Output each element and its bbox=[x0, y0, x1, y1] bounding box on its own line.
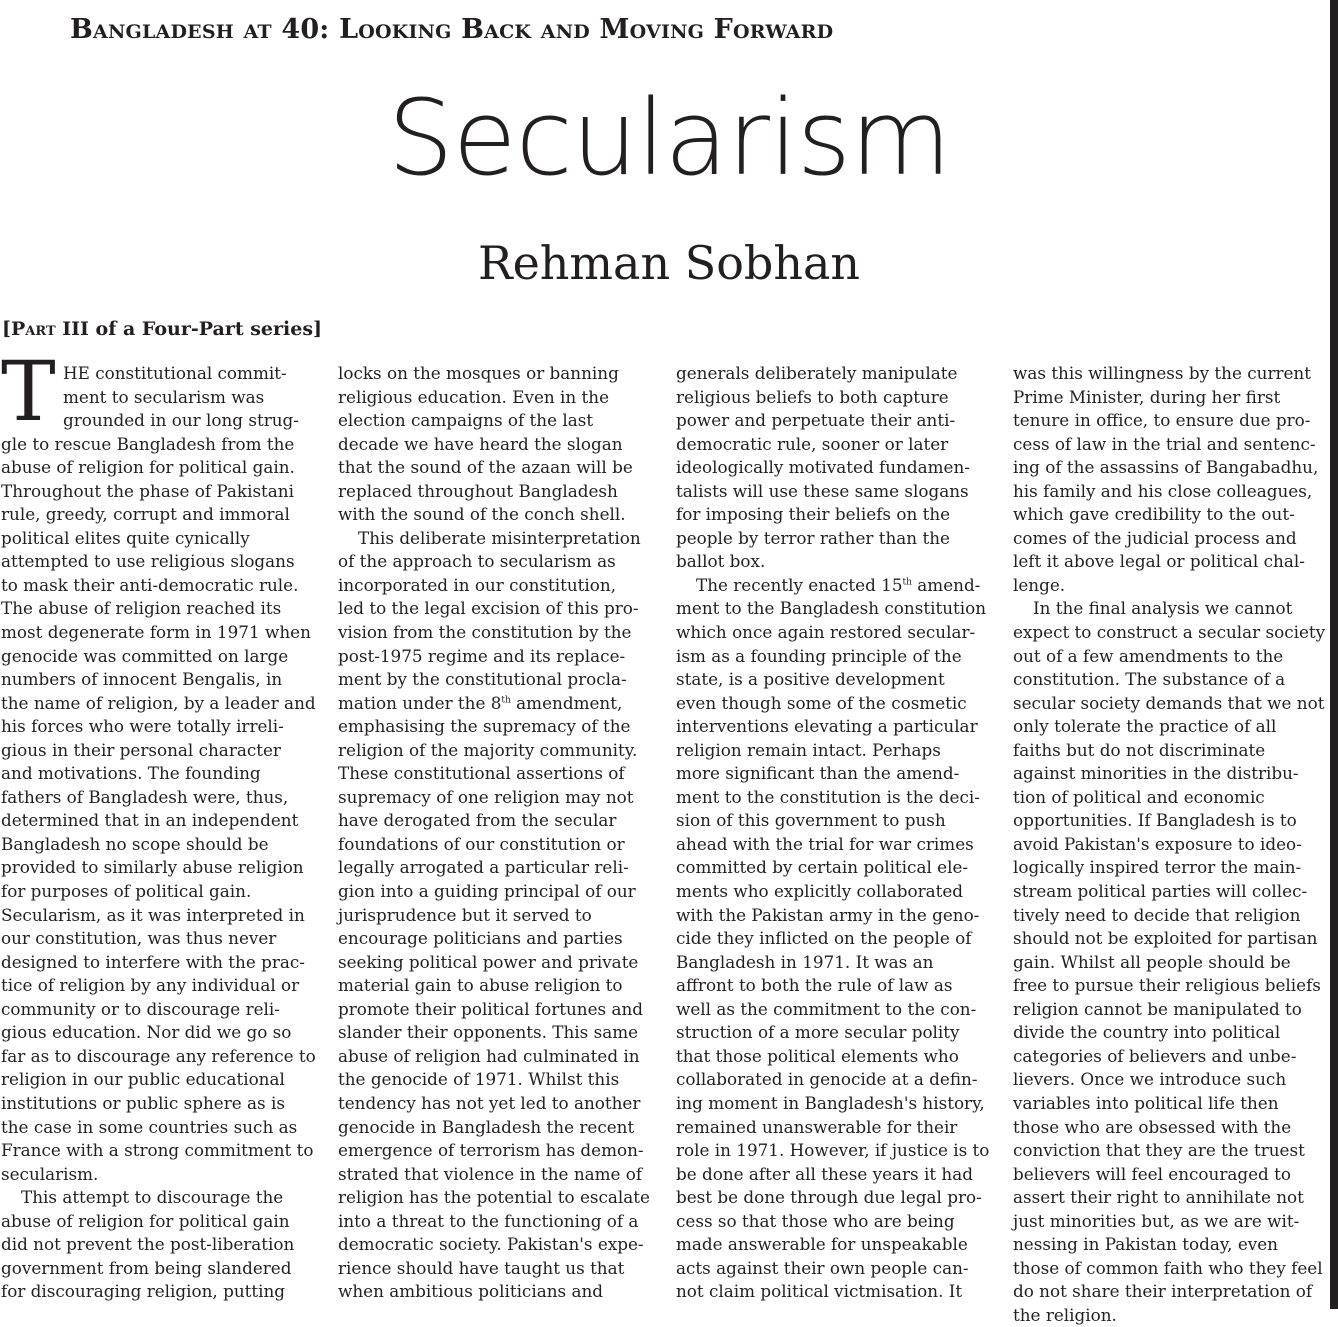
text-line: encourage politicians and parties bbox=[338, 928, 623, 949]
text-line: constitution. The substance of a bbox=[1013, 669, 1286, 690]
text-line: post-1975 regime and its replace- bbox=[338, 645, 626, 666]
text-line: political elites quite cynically bbox=[1, 527, 250, 548]
text-line: emphasising the supremacy of the bbox=[338, 716, 631, 737]
text-line: nessing in Pakistan today, even bbox=[1013, 1234, 1278, 1255]
text-line: democratic society. Pakistan's expe- bbox=[338, 1234, 644, 1255]
author-byline: Rehman Sobhan bbox=[477, 236, 861, 290]
text-line: provided to similarly abuse religion bbox=[1, 857, 304, 878]
text-line: that the sound of the azaan will be bbox=[338, 457, 633, 478]
text-line: emergence of terrorism has demon- bbox=[338, 1140, 644, 1161]
text-line: comes of the judicial process and bbox=[1013, 527, 1297, 548]
text-line: struction of a more secular polity bbox=[676, 1022, 960, 1043]
text-line: power and perpetuate their anti- bbox=[676, 410, 956, 431]
text-line: secularism. bbox=[1, 1163, 99, 1184]
text-line: when ambitious politicians and bbox=[338, 1281, 604, 1302]
text-line: out of a few amendments to the bbox=[1013, 645, 1284, 666]
text-line: This deliberate misinterpretation bbox=[358, 527, 641, 548]
text-line: with the sound of the conch shell. bbox=[338, 504, 626, 525]
article-column-2 bbox=[338, 362, 650, 1304]
text-line: gain. Whilst all people should be bbox=[1013, 951, 1291, 972]
text-line: those of common faith who they feel bbox=[1013, 1257, 1323, 1278]
text-line: seeking political power and private bbox=[338, 951, 639, 972]
text-line: affront to both the rule of law as bbox=[676, 975, 953, 996]
part-bracket: [ bbox=[2, 318, 11, 340]
text-line: ideologically motivated fundamen- bbox=[676, 457, 970, 478]
ordinal-suffix: th bbox=[501, 695, 511, 706]
text-line: promote their political fortunes and bbox=[338, 998, 644, 1019]
text-line: logically inspired terror the main- bbox=[1013, 857, 1302, 878]
text-line: cess of law in the trial and sentenc- bbox=[1013, 433, 1316, 454]
text-line: role in 1971. However, if justice is to bbox=[676, 1140, 990, 1161]
text-line: for imposing their beliefs on the bbox=[676, 504, 951, 525]
text-line: talists will use these same slogans bbox=[676, 480, 969, 501]
text-line: religion in our public educational bbox=[1, 1069, 285, 1090]
text-line: that those political elements who bbox=[676, 1045, 959, 1066]
text-line: This attempt to discourage the bbox=[21, 1187, 284, 1208]
text-line: conviction that they are the truest bbox=[1013, 1140, 1305, 1161]
text-line: government from being slandered bbox=[1, 1257, 292, 1278]
text-line: tice of religion by any individual or bbox=[1, 975, 300, 996]
text-line: have derogated from the secular bbox=[338, 810, 617, 831]
text-line: which once again restored secular- bbox=[676, 622, 976, 643]
text-line: into a threat to the functioning of a bbox=[338, 1210, 639, 1231]
text-line: genocide in Bangladesh the recent bbox=[338, 1116, 635, 1137]
text-line: Bangladesh in 1971. It was an bbox=[676, 951, 934, 972]
text-line: vision from the constitution by the bbox=[338, 622, 632, 643]
text-line: genocide was committed on large bbox=[1, 645, 289, 666]
text-line: institutions or public sphere as is bbox=[1, 1092, 285, 1113]
text-line: religious education. Even in the bbox=[338, 386, 610, 407]
drop-cap: T bbox=[1, 345, 56, 440]
text-line: ment by the constitutional procla- bbox=[338, 669, 627, 690]
text-line: ism as a founding principle of the bbox=[676, 645, 962, 666]
text-line: and motivations. The founding bbox=[1, 763, 261, 784]
text-line: Secularism, as it was interpreted in bbox=[1, 904, 305, 925]
text-line: only tolerate the practice of all bbox=[1013, 716, 1277, 737]
text-line: lievers. Once we introduce such bbox=[1013, 1069, 1287, 1090]
text-line: secular society demands that we not bbox=[1013, 692, 1325, 713]
text-line: attempted to use religious slogans bbox=[1, 551, 295, 572]
text-line: election campaigns of the last bbox=[338, 410, 594, 431]
ordinal-suffix: th bbox=[902, 577, 912, 588]
text-line: tion of political and economic bbox=[1013, 786, 1265, 807]
text-line: sion of this government to push bbox=[676, 810, 946, 831]
text-line: cess so that those who are being bbox=[676, 1210, 955, 1231]
text-line: Throughout the phase of Pakistani bbox=[1, 480, 294, 501]
text-line: legally arrogated a particular reli- bbox=[338, 857, 629, 878]
text-line: tendency has not yet led to another bbox=[338, 1092, 641, 1113]
text-line: collaborated in genocide at a defin- bbox=[676, 1069, 978, 1090]
text-line: material gain to abuse religion to bbox=[338, 975, 623, 996]
text-line: interventions elevating a particular bbox=[676, 716, 978, 737]
text-line: our constitution, was thus never bbox=[1, 928, 277, 949]
text-line: religion has the potential to escalate bbox=[338, 1187, 650, 1208]
text-line: expect to construct a secular society bbox=[1013, 622, 1326, 643]
text-line: was this willingness by the current bbox=[1013, 363, 1311, 383]
text-line: state, is a positive development bbox=[676, 669, 945, 690]
text-line: do not share their interpretation of bbox=[1013, 1281, 1313, 1302]
text-line: just minorities but, as we are wit- bbox=[1013, 1210, 1300, 1231]
text-line: replaced throughout Bangladesh bbox=[338, 480, 618, 501]
text-line: for purposes of political gain. bbox=[1, 881, 252, 902]
text-line: free to pursue their religious beliefs bbox=[1013, 975, 1321, 996]
text-line: ment to the Bangladesh constitution bbox=[676, 598, 987, 619]
text-line: designed to interfere with the prac- bbox=[1, 951, 305, 972]
text-line: mation under the 8th amendment, bbox=[338, 692, 623, 713]
text-line: against minorities in the distribu- bbox=[1013, 763, 1299, 784]
text-line: ment to the constitution is the deci- bbox=[676, 786, 980, 807]
text-line: categories of believers and unbe- bbox=[1013, 1045, 1297, 1066]
text-line: Prime Minister, during her first bbox=[1013, 386, 1281, 407]
text-line: variables into political life then bbox=[1013, 1092, 1279, 1113]
text-line: opportunities. If Bangladesh is to bbox=[1013, 810, 1297, 831]
text-line: avoid Pakistan's exposure to ideo- bbox=[1013, 833, 1302, 854]
text-line: democratic rule, sooner or later bbox=[676, 433, 949, 454]
text-line: ahead with the trial for war crimes bbox=[676, 833, 974, 854]
text-line: which gave credibility to the out- bbox=[1013, 504, 1295, 525]
text-line: made answerable for unspeakable bbox=[676, 1234, 968, 1255]
text-line: ing moment in Bangladesh's history, bbox=[676, 1092, 985, 1113]
text-line: abuse of religion for political gain bbox=[1, 1210, 290, 1231]
text-line: even though some of the cosmetic bbox=[676, 692, 967, 713]
text-line: decade we have heard the slogan bbox=[338, 433, 623, 454]
text-line: lenge. bbox=[1013, 574, 1066, 595]
text-line: more significant than the amend- bbox=[676, 763, 960, 784]
text-line: faiths but do not discriminate bbox=[1013, 739, 1266, 760]
article-column-4 bbox=[1013, 362, 1325, 1327]
text-line: religion cannot be manipulated to bbox=[1013, 998, 1302, 1019]
article-title: Secularism bbox=[387, 77, 951, 199]
text-line: the religion. bbox=[1013, 1304, 1117, 1325]
text-line: his forces who were totally irreli- bbox=[1, 716, 284, 737]
text-line: gious education. Nor did we go so bbox=[1, 1022, 292, 1043]
text-line: abuse of religion for political gain. bbox=[1, 457, 295, 478]
part-label bbox=[2, 318, 322, 340]
article-column-1 bbox=[1, 362, 316, 1304]
article-column-3 bbox=[676, 362, 989, 1304]
text-line: with the Pakistan army in the geno- bbox=[676, 904, 980, 925]
part-series: of a Four-Part series] bbox=[88, 318, 323, 340]
text-line: jurisprudence but it served to bbox=[338, 904, 592, 925]
text-line: did not prevent the post-liberation bbox=[1, 1234, 295, 1255]
text-line: determined that in an independent bbox=[1, 810, 299, 831]
text-line: The abuse of religion reached its bbox=[1, 598, 282, 619]
text-line: gion into a guiding principal of our bbox=[338, 881, 636, 902]
text-line: be done after all these years it had bbox=[676, 1163, 973, 1184]
text-line: committed by certain political ele- bbox=[676, 857, 969, 878]
text-line: left it above legal or political chal- bbox=[1013, 551, 1305, 572]
text-line: generals deliberately manipulate bbox=[676, 363, 958, 383]
text-line: In the final analysis we cannot bbox=[1033, 598, 1293, 619]
text-line: incorporated in our constitution, bbox=[338, 574, 617, 595]
series-title: Bangladesh at 40: Looking Back and Moving Forward bbox=[70, 14, 834, 45]
text-line: tively need to decide that religion bbox=[1013, 904, 1301, 925]
text-line: rule, greedy, corrupt and immoral bbox=[1, 504, 290, 525]
text-line: grounded in our long strug- bbox=[63, 410, 299, 431]
text-line: well as the commitment to the con- bbox=[676, 998, 977, 1019]
text-line: acts against their own people can- bbox=[676, 1257, 969, 1278]
text-line: not claim political victmisation. It bbox=[676, 1281, 963, 1302]
text-line: religious beliefs to both capture bbox=[676, 386, 949, 407]
text-line: slander their opponents. This same bbox=[338, 1022, 639, 1043]
text-line: ment to secularism was bbox=[63, 386, 265, 407]
text-line: The recently enacted 15th amend- bbox=[696, 574, 981, 595]
text-line: should not be exploited for partisan bbox=[1013, 928, 1318, 949]
text-line: religion remain intact. Perhaps bbox=[676, 739, 941, 760]
text-line: most degenerate form in 1971 when bbox=[1, 622, 311, 643]
text-line: These constitutional assertions of bbox=[338, 763, 625, 784]
text-line: community or to discourage reli- bbox=[1, 998, 280, 1019]
text-line: locks on the mosques or banning bbox=[338, 363, 619, 383]
text-line: supremacy of one religion may not bbox=[338, 786, 634, 807]
text-line: foundations of our constitution or bbox=[338, 833, 625, 854]
text-line: France with a strong commitment to bbox=[1, 1140, 314, 1161]
text-line: the genocide of 1971. Whilst this bbox=[338, 1069, 620, 1090]
text-line: rience should have taught us that bbox=[338, 1257, 625, 1278]
text-line: gious in their personal character bbox=[1, 739, 281, 760]
text-line: Bangladesh no scope should be bbox=[1, 833, 269, 854]
text-line: led to the legal excision of this pro- bbox=[338, 598, 639, 619]
text-line: religion of the majority community. bbox=[338, 739, 638, 760]
text-line: divide the country into political bbox=[1013, 1022, 1281, 1043]
text-line: HE constitutional commit- bbox=[63, 363, 287, 383]
text-line: cide they inflicted on the people of bbox=[676, 928, 972, 949]
text-line: stream political parties will collec- bbox=[1013, 881, 1308, 902]
text-line: people by terror rather than the bbox=[676, 527, 950, 548]
text-line: tenure in office, to ensure due pro- bbox=[1013, 410, 1311, 431]
text-line: best be done through due legal pro- bbox=[676, 1187, 982, 1208]
text-line: his family and his close colleagues, bbox=[1013, 480, 1313, 501]
text-line: to mask their anti-democratic rule. bbox=[1, 574, 299, 595]
text-line: far as to discourage any reference to bbox=[1, 1045, 316, 1066]
text-line: assert their right to annihilate not bbox=[1013, 1187, 1304, 1208]
text-line: remained unanswerable for their bbox=[676, 1116, 958, 1137]
text-line: the case in some countries such as bbox=[1, 1116, 298, 1137]
part-number: Part III bbox=[11, 318, 89, 340]
text-line: believers will feel encouraged to bbox=[1013, 1163, 1291, 1184]
text-line: ments who explicitly collaborated bbox=[676, 881, 964, 902]
text-line: gle to rescue Bangladesh from the bbox=[1, 433, 295, 454]
text-line: for discouraging religion, putting bbox=[1, 1281, 286, 1302]
text-line: the name of religion, by a leader and bbox=[1, 692, 316, 713]
text-line: abuse of religion had culminated in bbox=[338, 1045, 640, 1066]
text-line: fathers of Bangladesh were, thus, bbox=[1, 786, 289, 807]
text-line: those who are obsessed with the bbox=[1013, 1116, 1292, 1137]
text-line: of the approach to secularism as bbox=[338, 551, 616, 572]
text-line: ing of the assassins of Bangabadhu, bbox=[1013, 457, 1319, 478]
text-line: numbers of innocent Bengalis, in bbox=[1, 669, 283, 690]
text-line: ballot box. bbox=[676, 551, 766, 572]
text-line: strated that violence in the name of bbox=[338, 1163, 643, 1184]
